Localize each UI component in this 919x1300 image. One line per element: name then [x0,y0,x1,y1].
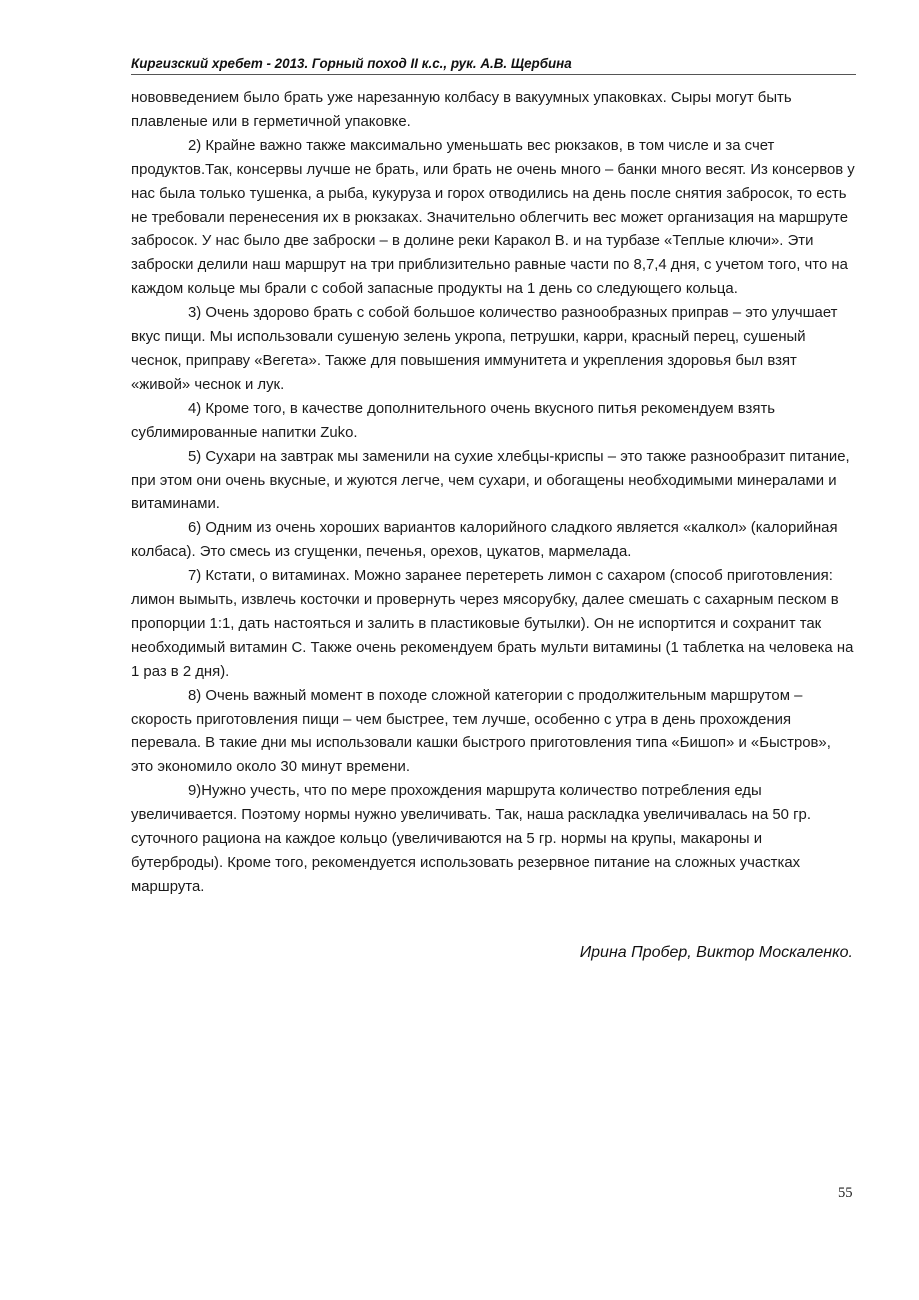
paragraph-continuation: нововведением было брать уже нарезанную колбасу в вакуумных упаковках. Сыры могут быть плавленые или в герметичной упаковке. [131,90,792,130]
running-header: Киргизский хребет - 2013. Горный поход II к.с., рук. А.В. Щербина [131,56,572,71]
paragraph-item-5: 5) Сухари на завтрак мы заменили на сухие хлебцы-криспы – это также разнообразит питание, при этом они очень вкусные, и жуются легче, чем сухари, и обогащены необходимыми минералами и витаминами. [131,448,850,513]
paragraph-item-7: 7) Кстати, о витаминах. Можно заранее перетереть лимон с сахаром (способ приготовления: лимон вымыть, извлечь косточки и провернуть через мясорубку, далее смешать с сахарным песком в пропорции 1:1, дать настояться и залить в пластиковые бутылки). Он не испортится и сохранит так необходимый витамин С. Также очень рекомендуем брать мульти витамины (1 таблетка на человека на 1 раз в 2 дня). [131,568,854,680]
paragraph-item-8: 8) Очень важный момент в походе сложной категории с продолжительным маршрутом – скорость приготовления пищи – чем быстрее, тем лучше, особенно с утра в день прохождения перевала. В такие дни мы использовали кашки быстрого приготовления типа «Бишоп» и «Быстров», это экономило около 30 минут времени. [131,687,831,776]
paragraph-item-2: 2) Крайне важно также максимально уменьшать вес рюкзаков, в том числе и за счет продуктов.Так, консервы лучше не брать, или брать не очень много – банки много весят. Из консервов у нас была только тушенка, а рыба, кукуруза и горох отводились на день после снятия забросок, то есть не требовали перенесения их в рюкзаках. Значительно облегчить вес может организация на маршруте забросок. У нас было две заброски – в долине реки Каракол В. и на турбазе «Теплые ключи». Эти заброски делили наш маршрут на три приблизительно равные части по 8,7,4 дня, с учетом того, что на каждом кольце мы брали с собой запасные продукты на 1 день со следующего кольца. [131,137,855,298]
paragraph-item-3: 3) Очень здорово брать с собой большое количество разнообразных приправ – это улучшает вкус пищи. Мы использовали сушеную зелень укропа, петрушки, карри, красный перец, сушеный чеснок, приправу «Вегета». Также для повышения иммунитета и укрепления здоровья был взят «живой» чеснок и лук. [131,305,838,393]
document-body [131,87,856,900]
paragraph-item-6: 6) Одним из очень хороших вариантов калорийного сладкого является «калкол» (калорийная колбаса). Это смесь из сгущенки, печенья, орехов, цукатов, мармелада. [131,520,838,561]
paragraph-item-4: 4) Кроме того, в качестве дополнительного очень вкусного питья рекомендуем взять сублимированные напитки Zuko. [131,400,776,441]
header-divider [131,74,856,75]
paragraph-item-9: 9)Нужно учесть, что по мере прохождения маршрута количество потребления еды увеличивается. Поэтому нормы нужно увеличивать. Так, наша раскладка увеличивалась на 50 гр. суточного рациона на каждое кольцо (увеличиваются на 5 гр. нормы на крупы, макароны и бутерброды). Кроме того, рекомендуется использовать резервное питание на сложных участках маршрута. [131,783,811,895]
author-signature: Ирина Пробер, Виктор Москаленко. [579,944,853,961]
page-number: 55 [838,1185,853,1201]
